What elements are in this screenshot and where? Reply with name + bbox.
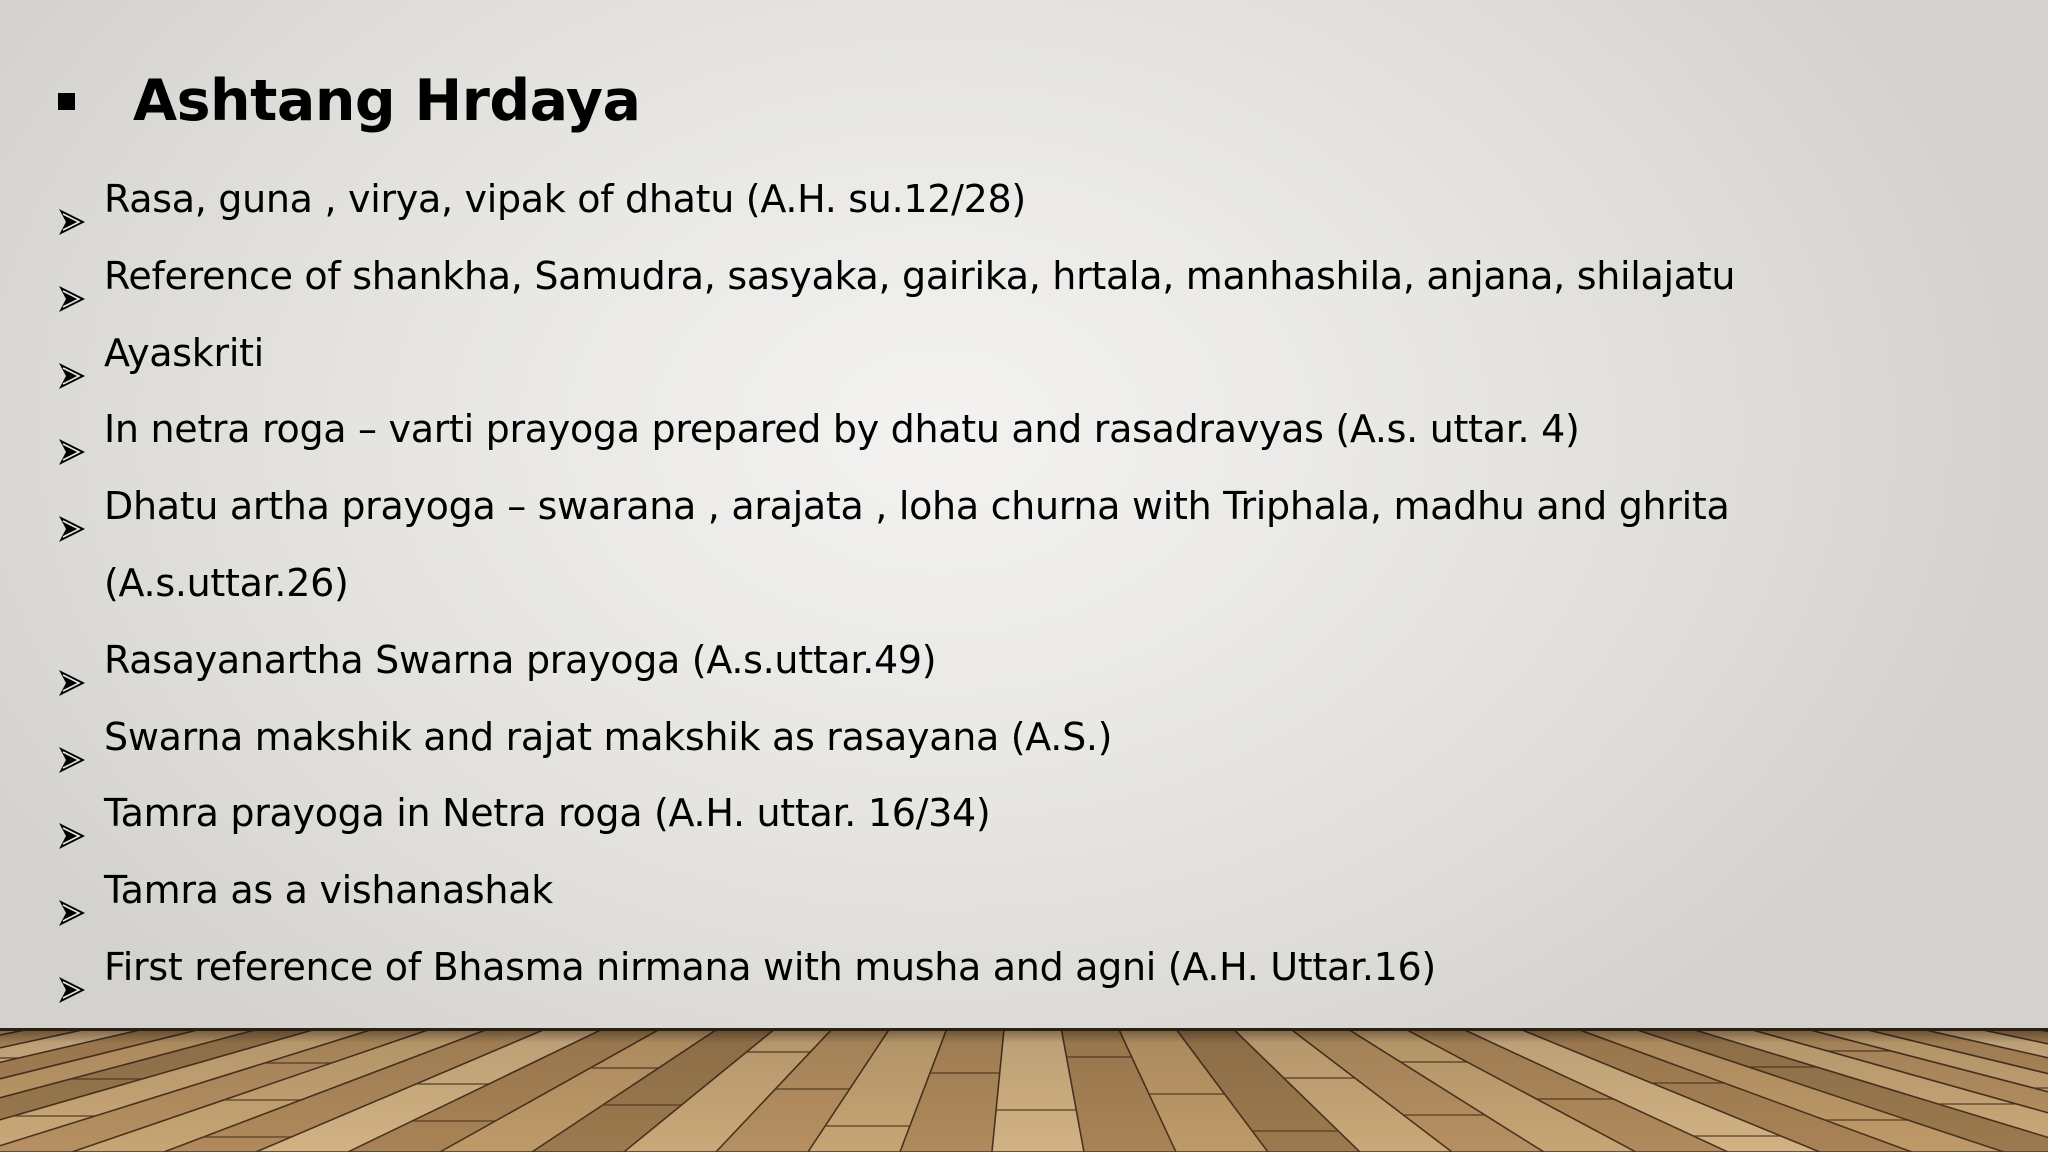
bullet-text	[104, 161, 1026, 238]
bullet-text-line: Tamra as a vishanashak	[104, 868, 553, 913]
bullet-text	[104, 622, 936, 699]
bullet-text-line: Dhatu artha prayoga – swarana , arajata , loha churna with Triphala, madhu and ghrita	[104, 484, 1730, 529]
arrow-bullet-icon	[57, 415, 87, 443]
bullet-list	[0, 161, 2048, 1006]
arrow-bullet-icon	[57, 185, 87, 213]
arrow-bullet-icon	[57, 953, 87, 981]
arrow-bullet-icon	[57, 646, 87, 674]
bullet-text	[104, 468, 1729, 622]
arrow-bullet-icon	[57, 876, 87, 904]
bullet-text-line: Tamra prayoga in Netra roga (A.H. uttar. 16/34)	[104, 791, 991, 836]
bullet-text-line: Rasa, guna , virya, vipak of dhatu (A.H. su.12/28)	[104, 177, 1026, 221]
bullet-text	[104, 775, 990, 852]
bullet-item	[0, 622, 2048, 699]
bullet-text	[104, 391, 1580, 468]
bullet-text	[104, 929, 1436, 1006]
bullet-text-line: Swarna makshik and rajat makshik as rasayana (A.S.)	[104, 714, 1113, 759]
wooden-floor	[0, 1028, 2048, 1152]
bullet-item	[0, 699, 2048, 776]
bullet-item	[0, 929, 2048, 1006]
slide-title: Ashtang Hrdaya	[133, 68, 641, 134]
bullet-item	[0, 315, 2048, 392]
title-row	[58, 60, 641, 142]
bullet-text	[104, 852, 553, 929]
arrow-bullet-icon	[57, 492, 87, 520]
bullet-text	[104, 238, 1735, 315]
arrow-bullet-icon	[57, 262, 87, 290]
bullet-item	[0, 468, 2048, 622]
arrow-bullet-icon	[57, 723, 87, 751]
bullet-text-line: First reference of Bhasma nirmana with musha and agni (A.H. Uttar.16)	[104, 944, 1436, 989]
bullet-text-line: In netra roga – varti prayoga prepared by dhatu and rasadravyas (A.s. uttar. 4)	[104, 407, 1580, 452]
bullet-item	[0, 391, 2048, 468]
bullet-item	[0, 775, 2048, 852]
bullet-item	[0, 161, 2048, 238]
bullet-text-line: Ayaskriti	[104, 330, 264, 375]
square-bullet-icon	[58, 93, 75, 110]
bullet-text-line: Rasayanartha Swarna prayoga (A.s.uttar.49)	[104, 637, 937, 682]
arrow-bullet-icon	[57, 799, 87, 827]
bullet-item	[0, 852, 2048, 929]
bullet-item	[0, 238, 2048, 315]
bullet-text-line: Reference of shankha, Samudra, sasyaka, gairika, hrtala, manhashila, anjana, shilajatu	[104, 253, 1736, 298]
bullet-text	[104, 315, 264, 392]
bullet-text	[104, 699, 1112, 776]
arrow-bullet-icon	[57, 339, 87, 367]
bullet-text-line: (A.s.uttar.26)	[104, 560, 349, 605]
